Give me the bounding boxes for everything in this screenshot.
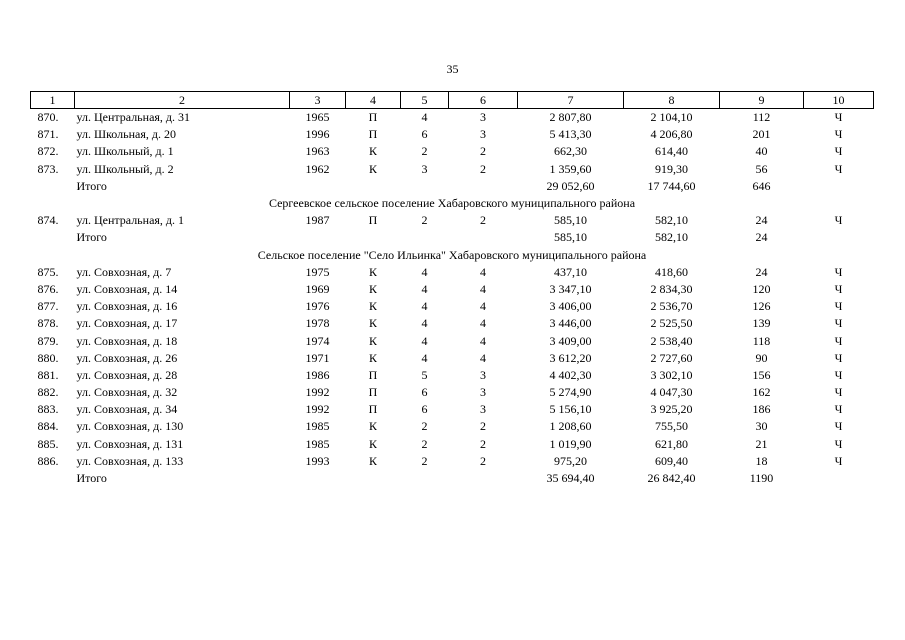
living-area-cell: 755,50	[655, 419, 688, 434]
residents-cell: 56	[755, 161, 768, 176]
header-cell: 4	[346, 92, 401, 109]
entrances-cell: 2	[480, 419, 486, 434]
floors-cell: 3	[421, 161, 428, 176]
total-area-cell: 3 406,00	[549, 299, 592, 314]
living-area-sum: 17 744,60	[647, 178, 696, 193]
entrances-cell: 2	[480, 436, 486, 451]
total-area-cell: 975,20	[554, 453, 587, 468]
table-row	[31, 212, 874, 229]
total-area-cell: 3 446,00	[549, 316, 592, 331]
total-empty-cell	[401, 470, 449, 487]
address-cell: ул. Совхозная, д. 34	[76, 402, 178, 417]
table-row	[31, 401, 874, 418]
table-row	[31, 418, 874, 435]
total-empty-cell	[449, 470, 518, 487]
total-empty-cell	[290, 178, 346, 195]
row-number-cell: 872.	[37, 144, 59, 159]
address-cell: ул. Совхозная, д. 16	[76, 299, 178, 314]
entrances-cell: 2	[480, 161, 486, 176]
table-row	[31, 367, 874, 384]
address-cell: ул. Совхозная, д. 28	[76, 367, 178, 382]
total-empty-cell	[346, 229, 401, 246]
residents-cell: 126	[752, 299, 771, 314]
year-built-cell: 1971	[305, 350, 330, 365]
status-cell: Ч	[834, 264, 843, 279]
table-row	[31, 436, 874, 453]
residents-cell: 21	[755, 436, 768, 451]
year-built-cell: 1963	[305, 144, 330, 159]
living-area-cell: 582,10	[655, 213, 688, 228]
status-cell: Ч	[834, 419, 843, 434]
status-cell: Ч	[834, 385, 843, 400]
year-built-cell: 1985	[305, 436, 330, 451]
living-area-sum: 582,10	[655, 230, 688, 245]
living-area-cell: 3 302,10	[650, 367, 693, 382]
wall-material-cell: К	[368, 144, 377, 159]
floors-cell: 5	[421, 367, 428, 382]
total-label: Итого	[76, 178, 107, 193]
table-row	[31, 453, 874, 470]
address-cell: ул. Совхозная, д. 131	[76, 436, 184, 451]
table-row	[31, 264, 874, 281]
total-area-cell: 2 807,80	[549, 110, 592, 125]
address-cell: ул. Совхозная, д. 130	[76, 419, 184, 434]
total-empty-cell	[31, 470, 75, 487]
residents-cell: 18	[755, 453, 768, 468]
floors-cell: 6	[421, 385, 428, 400]
total-area-cell: 3 409,00	[549, 333, 592, 348]
page-number: 35	[446, 62, 459, 76]
address-cell: ул. Центральная, д. 1	[76, 213, 185, 228]
total-empty-cell	[804, 470, 874, 487]
entrances-cell: 2	[480, 144, 486, 159]
entrances-cell: 3	[480, 110, 486, 125]
status-cell: Ч	[834, 110, 843, 125]
year-built-cell: 1974	[305, 333, 330, 348]
section-title: Сергеевское сельское поселение Хабаровского муниципального района	[268, 196, 636, 211]
status-cell: Ч	[834, 402, 843, 417]
year-built-cell: 1975	[305, 264, 330, 279]
residents-cell: 186	[752, 402, 771, 417]
year-built-cell: 1992	[305, 385, 330, 400]
status-cell: Ч	[834, 316, 843, 331]
row-number-cell: 883.	[37, 402, 59, 417]
total-area-cell: 585,10	[554, 213, 587, 228]
status-cell: Ч	[834, 299, 843, 314]
header-cell: 1	[31, 92, 75, 109]
total-empty-cell	[31, 178, 75, 195]
total-empty-cell	[449, 178, 518, 195]
row-number-cell: 875.	[37, 264, 59, 279]
table-row	[31, 281, 874, 298]
entrances-cell: 3	[480, 385, 486, 400]
address-cell: ул. Школьный, д. 2	[76, 161, 174, 176]
residents-sum: 1190	[749, 471, 774, 486]
entrances-cell: 4	[480, 264, 486, 279]
status-cell: Ч	[834, 350, 843, 365]
row-number-cell: 882.	[37, 385, 59, 400]
living-area-cell: 2 538,40	[650, 333, 693, 348]
residents-cell: 120	[752, 281, 771, 296]
wall-material-cell: К	[368, 419, 377, 434]
row-number-cell: 878.	[37, 316, 59, 331]
header-cell: 6	[449, 92, 518, 109]
year-built-cell: 1985	[305, 419, 330, 434]
living-area-cell: 609,40	[655, 453, 688, 468]
wall-material-cell: П	[368, 367, 378, 382]
residents-cell: 156	[752, 367, 771, 382]
floors-cell: 4	[421, 110, 428, 125]
address-cell: ул. Совхозная, д. 26	[76, 350, 178, 365]
living-area-cell: 2 104,10	[650, 110, 693, 125]
entrances-cell: 4	[480, 333, 486, 348]
residents-cell: 24	[755, 264, 768, 279]
total-area-cell: 5 156,10	[549, 402, 592, 417]
living-area-cell: 2 834,30	[650, 281, 693, 296]
header-cell: 9	[720, 92, 804, 109]
year-built-cell: 1992	[305, 402, 330, 417]
row-number-cell: 879.	[37, 333, 59, 348]
total-area-cell: 5 274,90	[549, 385, 592, 400]
total-label: Итого	[76, 230, 107, 245]
total-area-cell: 662,30	[554, 144, 587, 159]
total-area-sum: 585,10	[554, 230, 587, 245]
residents-sum: 646	[752, 178, 771, 193]
row-number-cell: 876.	[37, 281, 59, 296]
total-empty-cell	[31, 229, 75, 246]
floors-cell: 6	[421, 402, 428, 417]
total-area-sum: 29 052,60	[546, 178, 595, 193]
year-built-cell: 1986	[305, 367, 330, 382]
wall-material-cell: К	[368, 350, 377, 365]
address-cell: ул. Совхозная, д. 133	[76, 453, 184, 468]
section-title-row	[31, 195, 874, 212]
row-number-cell: 871.	[37, 127, 59, 142]
entrances-cell: 4	[480, 316, 486, 331]
wall-material-cell: К	[368, 299, 377, 314]
wall-material-cell: П	[368, 402, 378, 417]
header-cell: 5	[401, 92, 449, 109]
address-cell: ул. Школьная, д. 20	[76, 127, 176, 142]
wall-material-cell: П	[368, 110, 378, 125]
table-row	[31, 350, 874, 367]
residents-cell: 24	[755, 213, 768, 228]
total-area-cell: 1 208,60	[549, 419, 592, 434]
total-label: Итого	[76, 471, 107, 486]
status-cell: Ч	[834, 213, 843, 228]
residents-cell: 30	[755, 419, 768, 434]
wall-material-cell: К	[368, 453, 377, 468]
wall-material-cell: К	[368, 281, 377, 296]
total-area-cell: 1 019,90	[549, 436, 592, 451]
floors-cell: 4	[421, 316, 428, 331]
residents-sum: 24	[755, 230, 768, 245]
residents-cell: 139	[752, 316, 771, 331]
residents-cell: 112	[752, 110, 771, 125]
total-area-cell: 5 413,30	[549, 127, 592, 142]
row-number-cell: 880.	[37, 350, 59, 365]
entrances-cell: 2	[480, 213, 486, 228]
status-cell: Ч	[834, 144, 843, 159]
wall-material-cell: П	[368, 213, 378, 228]
status-cell: Ч	[834, 127, 843, 142]
total-area-sum: 35 694,40	[546, 471, 595, 486]
table-row	[31, 109, 874, 127]
year-built-cell: 1965	[305, 110, 330, 125]
wall-material-cell: К	[368, 161, 377, 176]
year-built-cell: 1993	[305, 453, 330, 468]
floors-cell: 4	[421, 281, 428, 296]
header-cell: 8	[624, 92, 720, 109]
total-area-cell: 437,10	[554, 264, 587, 279]
table-row	[31, 384, 874, 401]
living-area-cell: 919,30	[655, 161, 688, 176]
row-number-cell: 886.	[37, 453, 59, 468]
table-row	[31, 332, 874, 349]
header-cell: 10	[804, 92, 874, 109]
residents-cell: 162	[752, 385, 771, 400]
table-header-row	[31, 92, 874, 109]
total-empty-cell	[346, 470, 401, 487]
floors-cell: 4	[421, 264, 428, 279]
total-row	[31, 178, 874, 195]
year-built-cell: 1978	[305, 316, 330, 331]
status-cell: Ч	[834, 453, 843, 468]
address-cell: ул. Совхозная, д. 32	[76, 385, 178, 400]
row-number-cell: 873.	[37, 161, 59, 176]
row-number-cell: 874.	[37, 213, 59, 228]
housing-table	[30, 91, 874, 487]
entrances-cell: 4	[480, 281, 486, 296]
housing-table-container	[30, 91, 873, 487]
residents-cell: 118	[752, 333, 771, 348]
total-empty-cell	[290, 470, 346, 487]
table-row	[31, 126, 874, 143]
year-built-cell: 1962	[305, 161, 330, 176]
total-empty-cell	[346, 178, 401, 195]
entrances-cell: 3	[480, 367, 486, 382]
entrances-cell: 4	[480, 299, 486, 314]
row-number-cell: 870.	[37, 110, 59, 125]
year-built-cell: 1987	[305, 213, 330, 228]
entrances-cell: 3	[480, 127, 486, 142]
floors-cell: 4	[421, 299, 428, 314]
total-empty-cell	[290, 229, 346, 246]
entrances-cell: 4	[480, 350, 486, 365]
status-cell: Ч	[834, 281, 843, 296]
residents-cell: 40	[755, 144, 768, 159]
living-area-sum: 26 842,40	[647, 471, 696, 486]
entrances-cell: 3	[480, 402, 486, 417]
floors-cell: 2	[421, 144, 428, 159]
row-number-cell: 884.	[37, 419, 59, 434]
wall-material-cell: К	[368, 436, 377, 451]
table-row	[31, 161, 874, 178]
entrances-cell: 2	[480, 453, 486, 468]
floors-cell: 4	[421, 350, 428, 365]
total-area-cell: 4 402,30	[549, 367, 592, 382]
total-empty-cell	[449, 229, 518, 246]
total-empty-cell	[401, 178, 449, 195]
residents-cell: 201	[752, 127, 771, 142]
year-built-cell: 1969	[305, 281, 330, 296]
year-built-cell: 1996	[305, 127, 330, 142]
living-area-cell: 418,60	[655, 264, 688, 279]
section-title: Сельское поселение "Село Ильинка" Хабаровского муниципального района	[257, 247, 647, 262]
address-cell: ул. Совхозная, д. 14	[76, 281, 178, 296]
wall-material-cell: К	[368, 264, 377, 279]
status-cell: Ч	[834, 333, 843, 348]
total-row	[31, 470, 874, 487]
living-area-cell: 2 525,50	[650, 316, 693, 331]
living-area-cell: 614,40	[655, 144, 688, 159]
floors-cell: 2	[421, 436, 428, 451]
header-cell: 3	[290, 92, 346, 109]
total-row	[31, 229, 874, 246]
living-area-cell: 621,80	[655, 436, 688, 451]
living-area-cell: 2 536,70	[650, 299, 693, 314]
floors-cell: 2	[421, 213, 428, 228]
residents-cell: 90	[755, 350, 768, 365]
floors-cell: 2	[421, 419, 428, 434]
row-number-cell: 885.	[37, 436, 59, 451]
header-cell: 2	[75, 92, 290, 109]
total-empty-cell	[804, 229, 874, 246]
total-empty-cell	[804, 178, 874, 195]
total-area-cell: 3 347,10	[549, 281, 592, 296]
wall-material-cell: П	[368, 127, 378, 142]
address-cell: ул. Совхозная, д. 18	[76, 333, 178, 348]
table-row	[31, 315, 874, 332]
row-number-cell: 881.	[37, 367, 59, 382]
wall-material-cell: К	[368, 333, 377, 348]
floors-cell: 6	[421, 127, 428, 142]
table-row	[31, 143, 874, 160]
living-area-cell: 4 206,80	[650, 127, 693, 142]
living-area-cell: 3 925,20	[650, 402, 693, 417]
living-area-cell: 2 727,60	[650, 350, 693, 365]
floors-cell: 4	[421, 333, 428, 348]
header-cell: 7	[518, 92, 624, 109]
section-title-row	[31, 247, 874, 264]
table-row	[31, 298, 874, 315]
address-cell: ул. Центральная, д. 31	[76, 110, 191, 125]
living-area-cell: 4 047,30	[650, 385, 693, 400]
address-cell: ул. Совхозная, д. 17	[76, 316, 178, 331]
status-cell: Ч	[834, 161, 843, 176]
row-number-cell: 877.	[37, 299, 59, 314]
total-area-cell: 3 612,20	[549, 350, 592, 365]
floors-cell: 2	[421, 453, 428, 468]
total-area-cell: 1 359,60	[549, 161, 592, 176]
address-cell: ул. Совхозная, д. 7	[76, 264, 172, 279]
table-body	[31, 92, 874, 488]
wall-material-cell: К	[368, 316, 377, 331]
status-cell: Ч	[834, 436, 843, 451]
total-empty-cell	[401, 229, 449, 246]
status-cell: Ч	[834, 367, 843, 382]
wall-material-cell: П	[368, 385, 378, 400]
address-cell: ул. Школьный, д. 1	[76, 144, 174, 159]
year-built-cell: 1976	[305, 299, 330, 314]
